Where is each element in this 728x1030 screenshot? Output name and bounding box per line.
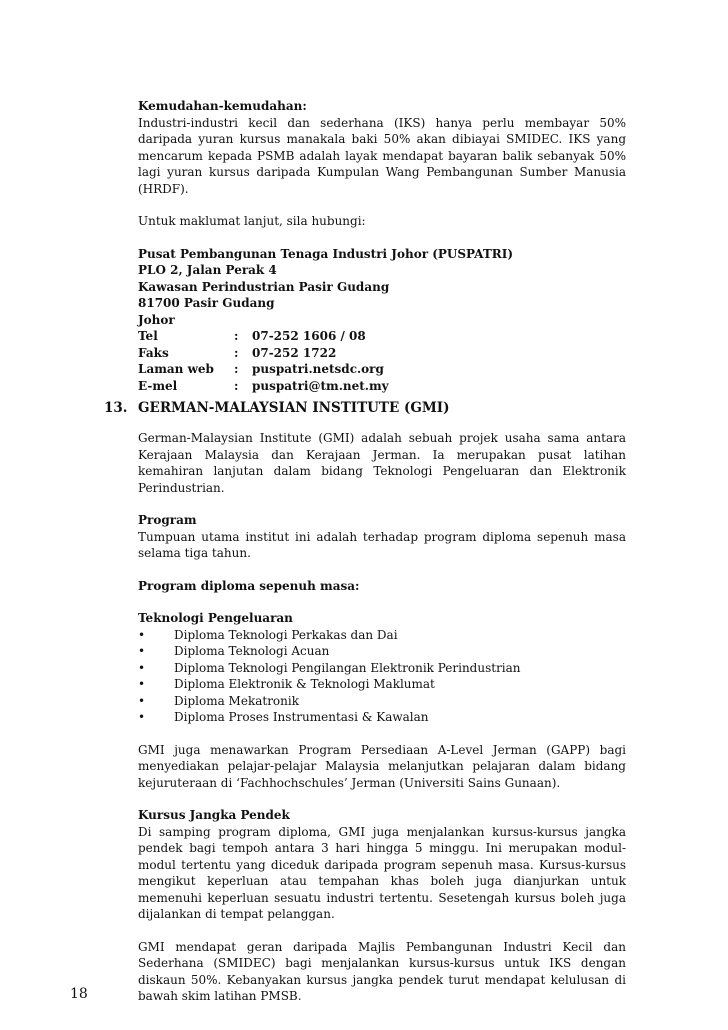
section-intro: German-Malaysian Institute (GMI) adalah sebuah projek usaha sama antara Kerajaan Malaysia dan Kerajaan Jerman. Ia merupakan pusat latihan kemahiran lanjutan dalam bidang Teknologi Pengeluaran dan Elektronik Perindustrian. — [138, 431, 626, 495]
contact-value: puspatri.netsdc.org — [252, 362, 384, 376]
facilities-block — [138, 98, 626, 394]
contact-key: E-mel — [138, 378, 178, 393]
list-item-text: Diploma Mekatronik — [174, 693, 299, 708]
list-item-text: Diploma Teknologi Acuan — [174, 644, 330, 658]
bullet-icon: • — [138, 644, 146, 658]
bullet-icon: • — [138, 677, 146, 691]
program-body: Tumpuan utama institut ini adalah terhadap program diploma sepenuh masa selama tiga tahun. — [138, 529, 626, 560]
bullet-icon: • — [138, 710, 146, 724]
contact-key: Laman web — [138, 362, 214, 376]
contact-address-line: PLO 2, Jalan Perak 4 — [138, 263, 277, 277]
contact-row-email — [138, 378, 626, 395]
page-number: 18 — [70, 986, 88, 1002]
contact-key: Faks — [138, 345, 169, 360]
kursus-body: Di samping program diploma, GMI juga menjalankan kursus-kursus jangka pendek bagi tempoh antara 3 hari hingga 5 minggu. Ini merupakan modul-modul tertentu yang diceduk daripada program sepenuh masa. Kursus-kursus mengikut keperluan atau tempahan khas boleh juga dianjurkan untuk memenuhi keperluan sesuatu industri tertentu. Sesetengah kursus boleh juga dijalankan di tempat pelanggan. — [138, 824, 626, 921]
bullet-icon: • — [138, 693, 146, 708]
list-item — [138, 643, 626, 660]
list-item-text: Diploma Teknologi Perkakas dan Dai — [174, 627, 398, 642]
list-item — [138, 660, 626, 677]
section-body — [138, 430, 626, 1005]
list-item-text: Diploma Teknologi Pengilangan Elektronik Perindustrian — [174, 660, 521, 675]
tek-title: Teknologi Pengeluaran — [138, 611, 293, 625]
contact-sep: : — [234, 345, 239, 360]
contact-row-web — [138, 361, 626, 378]
facilities-title: Kemudahan-kemudahan: — [138, 99, 307, 113]
bullet-icon: • — [138, 627, 146, 642]
list-item — [138, 709, 626, 726]
section-number: 13. — [104, 400, 128, 416]
facilities-body: Industri-industri kecil dan sederhana (IKS) hanya perlu membayar 50% daripada yuran kursus manakala baki 50% akan dibiayai SMIDEC. IKS yang mencarum kepada PSMB adalah layak mendapat bayaran balik sebanyak 50% lagi yuran kursus daripada Kumpulan Wang Pembangunan Sumber Manusia (HRDF). — [138, 115, 626, 196]
gapp-paragraph: GMI juga menawarkan Program Persediaan A-Level Jerman (GAPP) bagi menyediakan pelajar-pelajar Malaysia melanjutkan pelajaran dalam bidang kejuruteraan di ‘Fachhochschules’ Jerman (Universiti Sains Gunaan). — [138, 742, 626, 790]
contact-address-line: Kawasan Perindustrian Pasir Gudang — [138, 279, 390, 294]
kursus-title: Kursus Jangka Pendek — [138, 808, 290, 822]
contact-row-fax — [138, 345, 626, 362]
list-item — [138, 676, 626, 693]
diploma-title: Program diploma sepenuh masa: — [138, 578, 360, 593]
contact-value: 07-252 1606 / 08 — [252, 329, 366, 343]
contact-sep: : — [234, 329, 239, 343]
list-item — [138, 693, 626, 710]
list-item-text: Diploma Proses Instrumentasi & Kawalan — [174, 710, 429, 724]
list-item — [138, 627, 626, 644]
section-title: GERMAN-MALAYSIAN INSTITUTE (GMI) — [138, 400, 450, 416]
list-item-text: Diploma Elektronik & Teknologi Maklumat — [174, 677, 435, 691]
contact-sep: : — [234, 378, 239, 393]
contact-value: 07-252 1722 — [252, 345, 337, 360]
contact-key: Tel — [138, 329, 158, 343]
contact-address-line: 81700 Pasir Gudang — [138, 296, 275, 310]
contact-value: puspatri@tm.net.my — [252, 378, 389, 393]
info-line: Untuk maklumat lanjut, sila hubungi: — [138, 214, 366, 228]
diploma-list — [138, 627, 626, 726]
contact-sep: : — [234, 362, 239, 376]
geran-paragraph: GMI mendapat geran daripada Majlis Pembangunan Industri Kecil dan Sederhana (SMIDEC) bagi menjalankan kursus-kursus untuk IKS dengan diskaun 50%. Kebanyakan kursus jangka pendek turut mendapat kelulusan di bawah skim latihan PMSB. — [138, 939, 626, 1003]
contact-row-tel — [138, 328, 626, 345]
contact-address-line: Johor — [138, 312, 175, 327]
contact-org: Pusat Pembangunan Tenaga Industri Johor (PUSPATRI) — [138, 246, 514, 261]
program-title: Program — [138, 513, 197, 527]
bullet-icon: • — [138, 660, 146, 675]
